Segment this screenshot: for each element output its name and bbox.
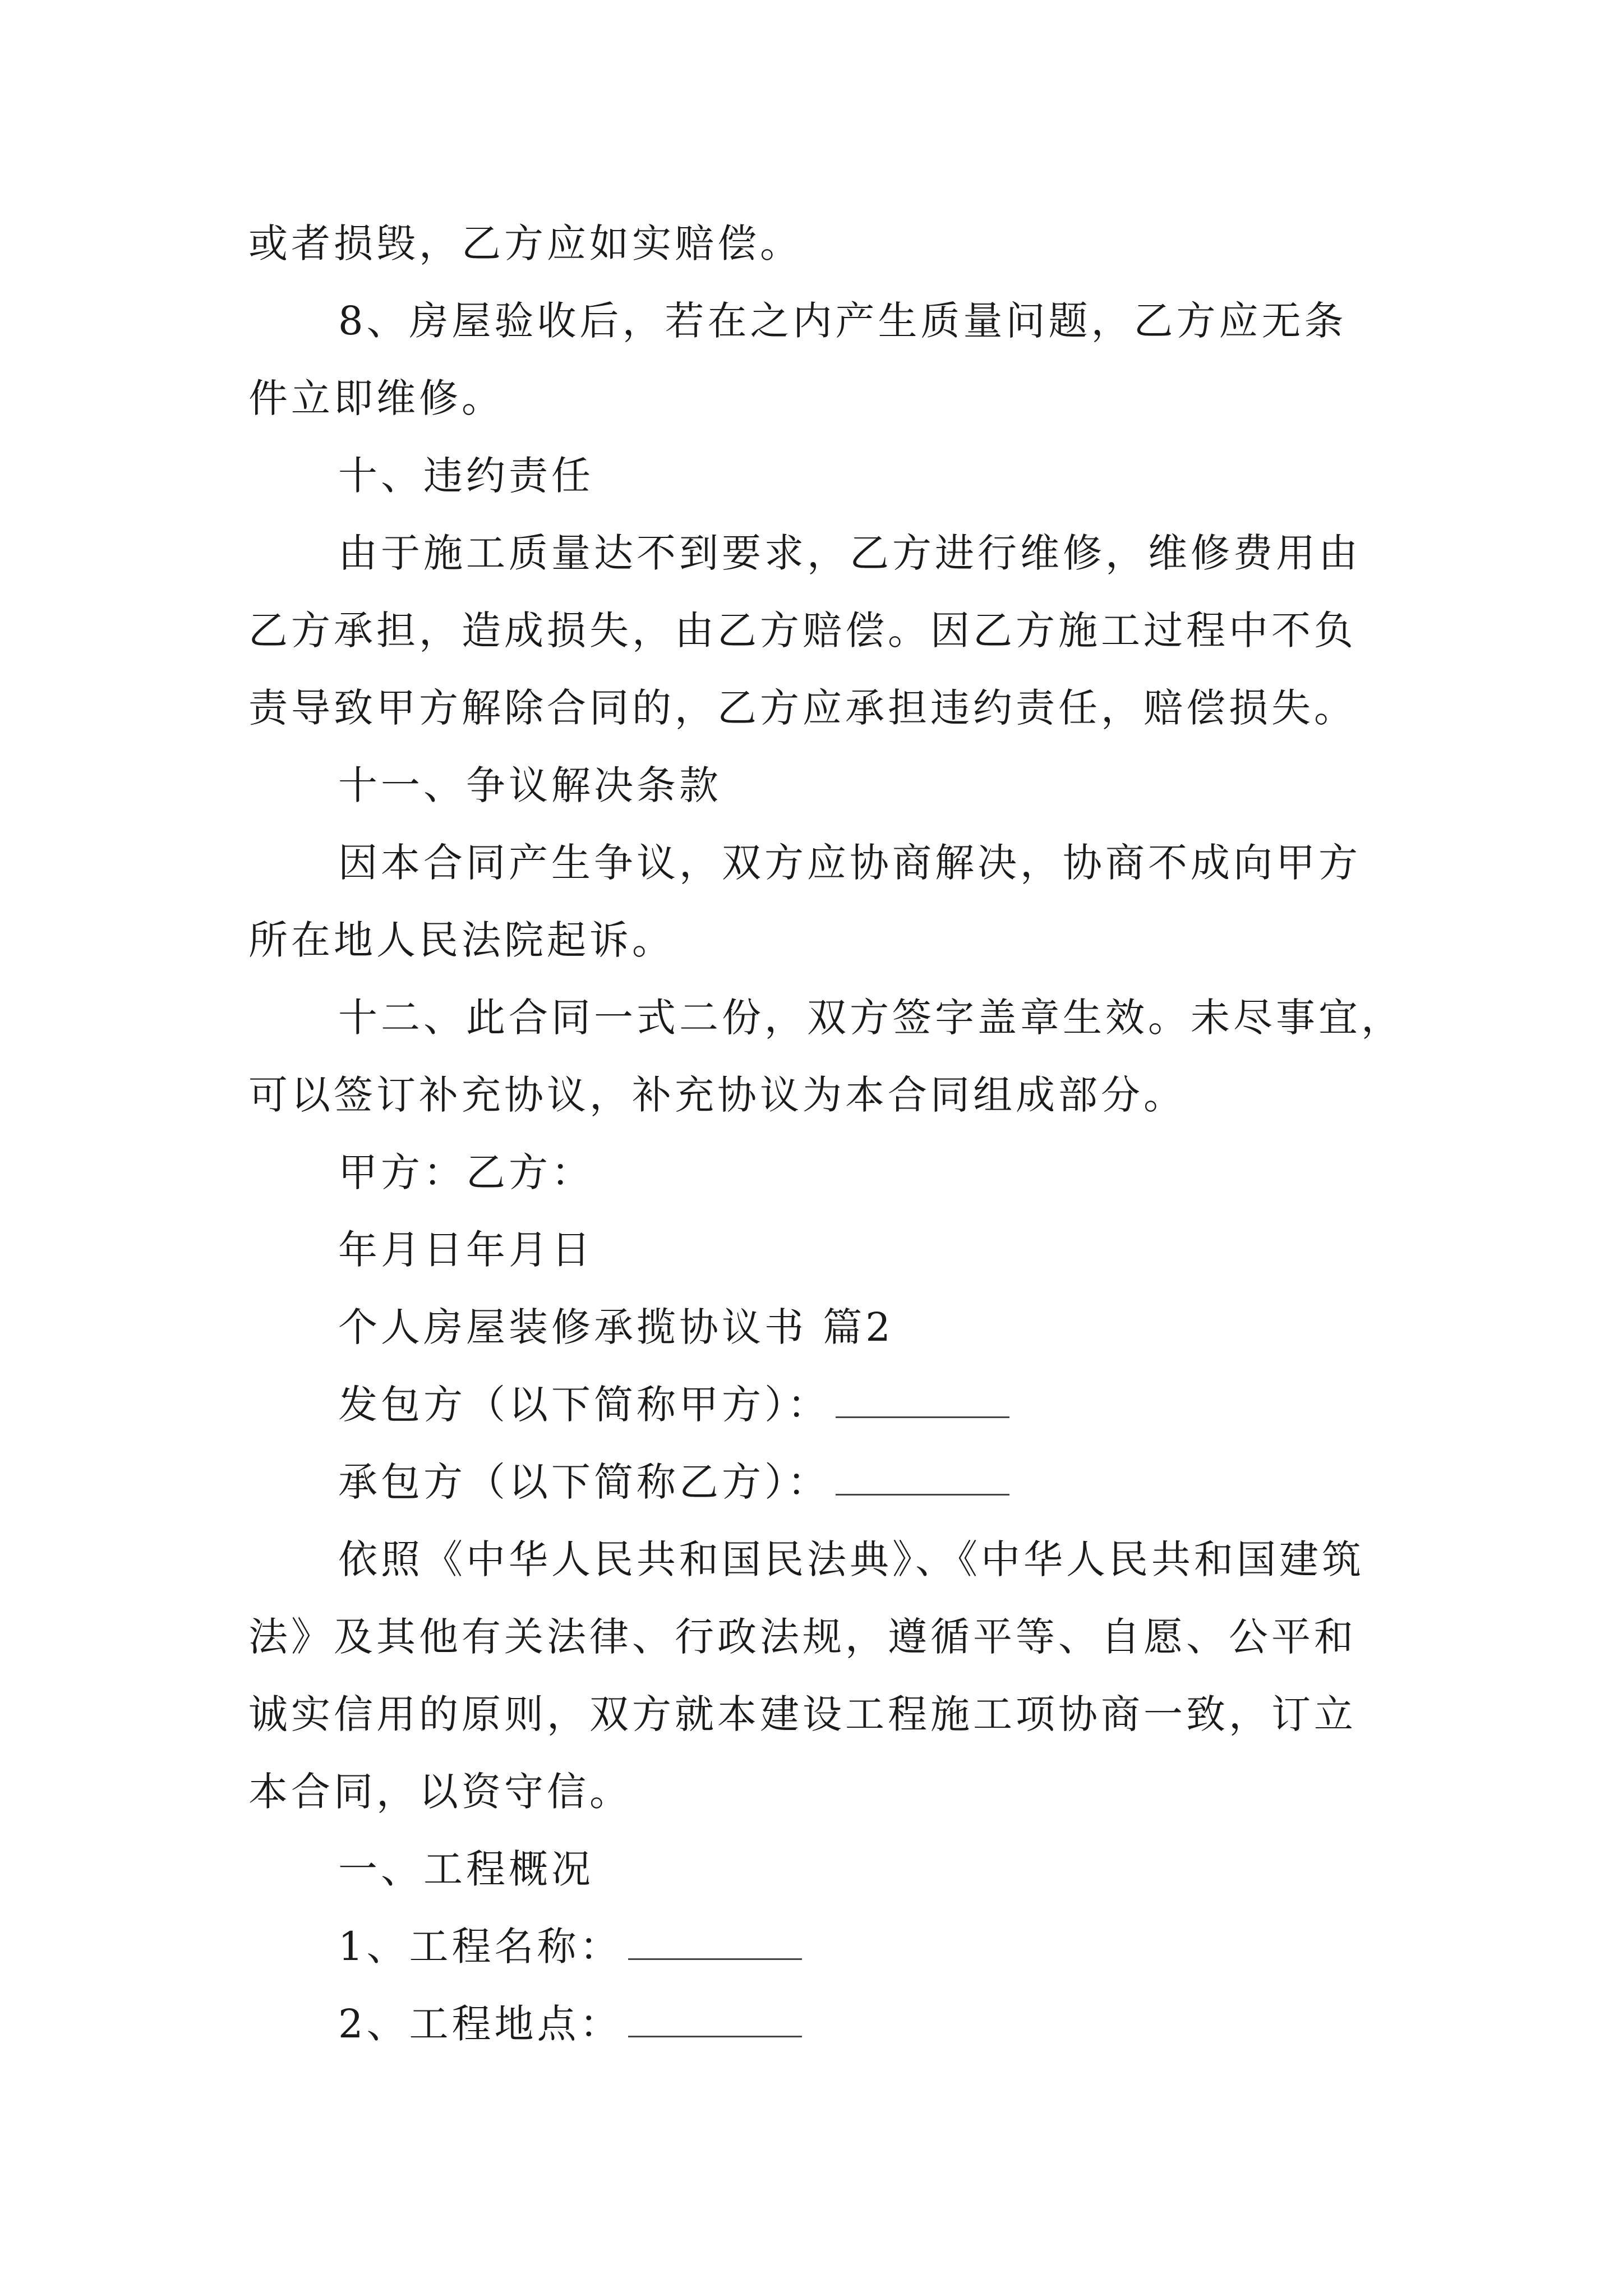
line-text: 十二、此合同一式二份，双方签字盖章生效。未尽事宜， [338,995,1404,1041]
line-text: 个人房屋装修承揽协议书 篇2 [338,1304,894,1350]
text-line [248,1598,1387,1676]
section-heading [248,747,1387,824]
line-text: 所在地人民法院起诉。 [248,917,675,963]
line-text: 责导致甲方解除合同的，乙方应承担违约责任，赔偿损失。 [248,685,1357,731]
line-text: 一、工程概况 [338,1846,594,1892]
line-text: 甲方：乙方： [338,1149,594,1195]
signature-line [248,1134,1387,1211]
project-name-line [248,1908,1387,1985]
line-text: 可以签订补充协议，补充协议为本合同组成部分。 [248,1072,1186,1118]
line-text: 依照《中华人民共和国民法典》、《中华人民共和国建筑 [338,1536,1364,1582]
line-text: 或者损毁，乙方应如实赔偿。 [248,220,803,266]
document-body [248,205,1404,2063]
line-text: 本合同，以资守信。 [248,1769,632,1815]
line-text: 发包方（以下简称甲方）： [338,1382,830,1428]
line-text: 8、房屋验收后，若在之内产生质量问题，乙方应无条 [338,298,1347,344]
text-line [248,205,1387,282]
line-text: 十、违约责任 [338,453,594,499]
section-heading [248,1830,1387,1908]
text-line [248,282,1387,360]
party-b-line [248,1443,1387,1521]
date-line [248,1211,1387,1289]
line-text: 年月日年月日 [338,1227,594,1273]
text-line [248,360,1387,437]
project-location-line [248,1985,1387,2063]
text-line [248,1056,1387,1134]
text-line [248,824,1387,901]
line-text: 由于施工质量达不到要求，乙方进行维修，维修费用由 [338,530,1361,576]
line-text: 诚实信用的原则，双方就本建设工程施工项协商一致，订立 [248,1691,1357,1737]
line-text: 1、工程名称： [338,1924,623,1970]
line-text: 法》及其他有关法律、行政法规，遵循平等、自愿、公平和 [248,1614,1357,1660]
section-heading [248,437,1387,514]
text-line [248,1521,1387,1598]
line-text: 承包方（以下简称乙方）： [338,1459,830,1505]
line-text: 件立即维修。 [248,375,504,421]
text-line [248,979,1404,1056]
line-text: 乙方承担，造成损失，由乙方赔偿。因乙方施工过程中不负 [248,608,1357,654]
text-line [248,592,1387,669]
line-text: 十一、争议解决条款 [338,762,722,808]
fill-in-blank[interactable] [836,1460,1009,1496]
document-title [248,1289,1387,1366]
fill-in-blank[interactable] [628,1925,802,1960]
line-text: 因本合同产生争议，双方应协商解决，协商不成向甲方 [338,840,1361,886]
text-line [248,901,1387,979]
text-line [248,514,1387,592]
text-line [248,669,1387,747]
party-a-line [248,1366,1387,1443]
text-line [248,1753,1387,1830]
fill-in-blank[interactable] [628,2002,802,2037]
fill-in-blank[interactable] [836,1383,1009,1418]
text-line [248,1676,1387,1753]
line-text: 2、工程地点： [338,2001,623,2047]
